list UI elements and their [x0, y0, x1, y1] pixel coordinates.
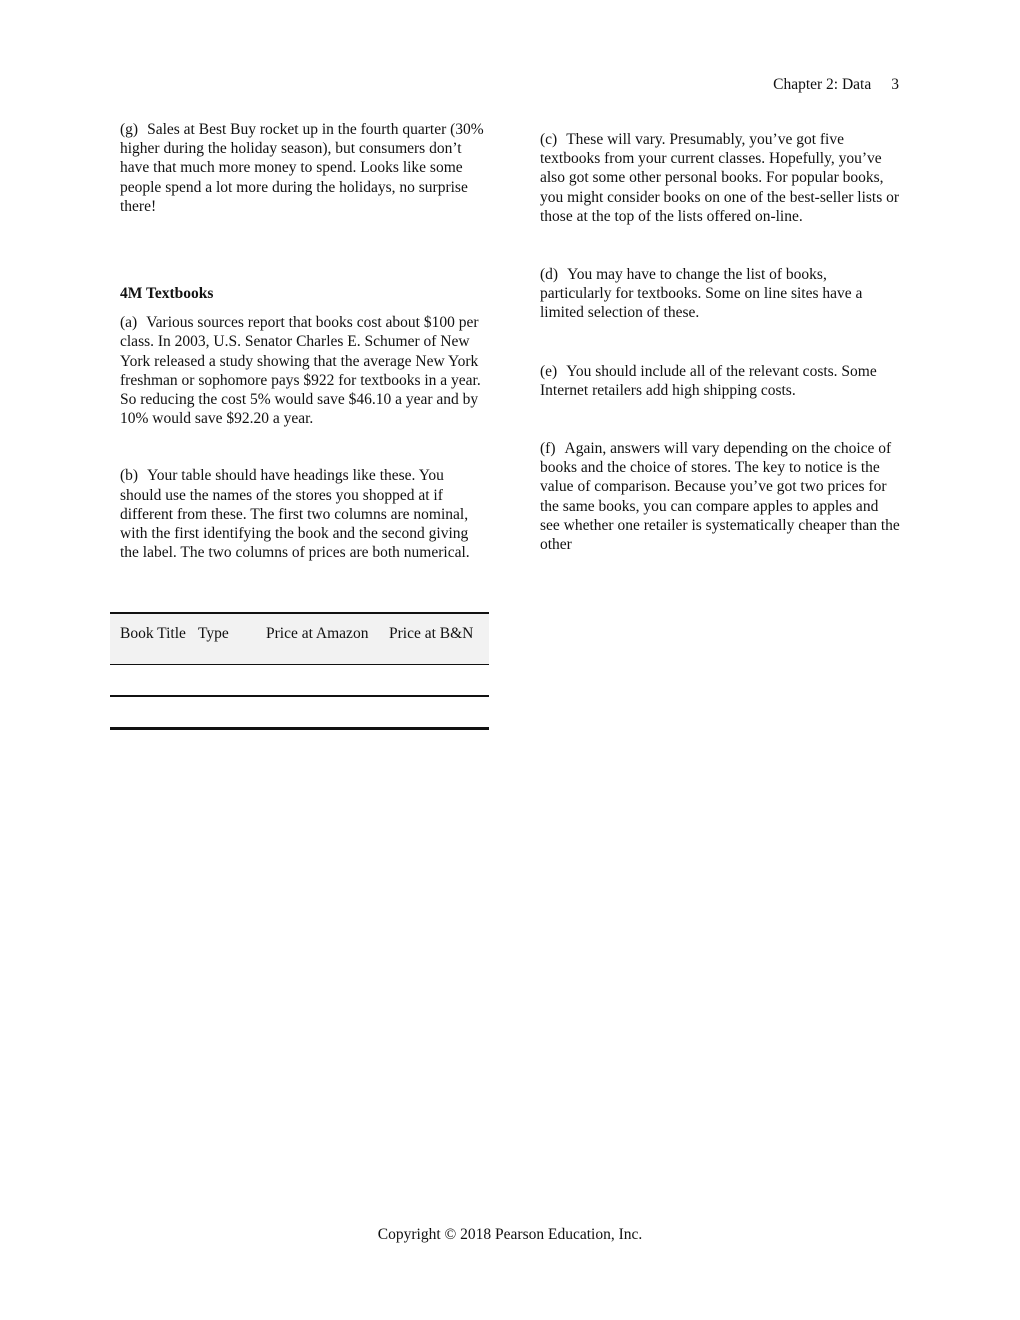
price-table [110, 612, 489, 730]
answer-a [120, 313, 485, 428]
table-cell [389, 665, 489, 697]
column-header-price-amazon: Price at Amazon [266, 613, 389, 665]
table-header-row [110, 613, 489, 665]
answer-g-text: Sales at Best Buy rocket up in the fourth quarter (30% higher during the holiday season), but consumers don’t have that much more money to spend. Looks like some people spend a lot more during the holidays, no surprise there! [120, 121, 484, 215]
copyright-footer: Copyright © 2018 Pearson Education, Inc. [377, 1226, 643, 1243]
answer-e [540, 362, 900, 400]
answer-b-label: (b) [120, 467, 139, 485]
answer-f-label: (f) [540, 440, 556, 458]
answer-b-text: Your table should have headings like these. You should use the names of the stores you shopped at if different from these. The first two columns are nominal, with the first identifying the book and the second giving the label. The two columns of prices are both numerical. [120, 467, 470, 562]
left-column [120, 120, 485, 562]
right-column [540, 130, 900, 554]
page-number: 3 [891, 76, 899, 93]
table-row [110, 665, 489, 697]
table-cell [389, 696, 489, 729]
answer-a-label: (a) [120, 314, 138, 332]
table-row [110, 696, 489, 729]
answer-f [540, 439, 900, 554]
answer-e-label: (e) [540, 362, 558, 380]
table-cell [266, 665, 389, 697]
answer-b [120, 466, 485, 562]
column-header-type: Type [198, 613, 266, 665]
answer-c-text: These will vary. Presumably, you’ve got five textbooks from your current classes. Hopefully, you’ve also got some other personal books. For popular books, you might consider books on one of the best-seller lists or those at the top of the lists offered on-line. [540, 131, 900, 225]
column-header-book-title: Book Title [110, 613, 198, 665]
answer-g-label: (g) [120, 121, 139, 138]
table-cell [266, 696, 389, 729]
table-cell [198, 696, 266, 729]
answer-c [540, 130, 900, 226]
answer-d-label: (d) [540, 266, 559, 284]
section-heading: 4M Textbooks [120, 285, 214, 303]
table-cell [198, 665, 266, 697]
chapter-title: Chapter 2: Data [773, 76, 872, 93]
answer-g [120, 120, 485, 216]
answer-a-text: Various sources report that books cost about $100 per class. In 2003, U.S. Senator Charles E. Schumer of New York released a study showing that the average New York freshman or sophomore pays $922 for textbooks in a year. So reducing the cost 5% would save $46.10 a year and by 10% would save $92.20 a year. [120, 314, 481, 428]
column-header-price-bn: Price at B&N [389, 613, 489, 665]
price-table-container [110, 612, 489, 730]
table-cell [110, 665, 198, 697]
table-cell [110, 696, 198, 729]
running-header [773, 75, 899, 94]
answer-d-text: You may have to change the list of books, particularly for textbooks. Some on line sites have a limited selection of these. [540, 266, 863, 322]
answer-e-text: You should include all of the relevant costs. Some Internet retailers add high shipping costs. [540, 362, 877, 399]
answer-c-label: (c) [540, 131, 558, 148]
answer-f-text: Again, answers will vary depending on the choice of books and the choice of stores. The key to notice is the value of comparison. Because you’ve got two prices for the same books, you can compare apples to apples and see whether one retailer is systematically cheaper than the other [540, 440, 900, 554]
answer-d [540, 265, 900, 323]
